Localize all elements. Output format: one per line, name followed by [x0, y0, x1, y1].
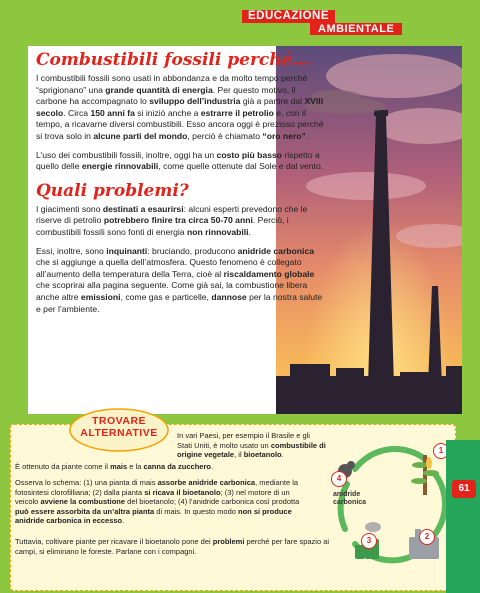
bold-text-run: energie rinnovabili — [81, 161, 159, 172]
bold-text-run: problemi — [212, 537, 245, 546]
cycle-step-1: 1 — [433, 443, 449, 459]
bold-text-run: non si produce anidride carbonica in eccesso — [15, 506, 292, 526]
page-edge-tab — [446, 440, 480, 593]
header-line-2: AMBIENTALE — [310, 23, 402, 35]
main-text-column — [36, 50, 326, 322]
fossil-fuels-paragraph-2: L’uso dei combustibili fossili, inoltre, oggi ha un costo più basso rispetto a quello delle energie rinnovabili, come quelle ottenute dal Sole e dal vento. — [36, 149, 324, 172]
bold-text-run: si ricava il bioetanolo — [144, 487, 221, 497]
bold-text-run: può essere assorbita da un’altra pianta — [15, 506, 155, 516]
cycle-step-3: 3 — [361, 533, 377, 549]
alternatives-schema-text: Osserva lo schema: (1) una pianta di mais assorbe anidride carbonica, mediante la fotosintesi clorofilliana; (2) dalla pianta si ricava il bioetanolo; (3) nel motore di un veicolo avviene la combustione del bioetanolo; (4) l’anidride carbonica così prodotta può essere assorbita da un’altra pianta di mais. In questo modo non si produce anidride carbonica in eccesso. — [15, 478, 300, 526]
alternatives-final-text: Tuttavia, coltivare piante per ricavare il bioetanolo pone dei problemi perché per fare spazio ai campi, si eliminano le foreste. Parlane con i compagni. — [15, 537, 330, 556]
alternatives-source-line: È ottenuto da piante come il mais e la canna da zucchero. — [15, 462, 214, 471]
alternatives-title-line-1: TROVARE — [91, 415, 147, 427]
carbon-dioxide-label: anidride carbonica — [333, 491, 367, 506]
bioethanol-cycle-diagram — [325, 429, 455, 579]
bold-text-run: “oro nero” — [262, 130, 306, 141]
bold-text-run: estrarre il petrolio — [200, 107, 274, 118]
bold-text-run: bioetanolo — [243, 450, 282, 460]
bold-text-run: potrebbero finire tra circa 50-70 anni — [103, 215, 253, 226]
section-title-problems: Quali problemi? — [36, 180, 189, 201]
section-header-tag — [240, 8, 424, 36]
alternatives-box — [10, 415, 456, 591]
bold-text-run: alcune parti del mondo — [93, 130, 188, 141]
cycle-step-4: 4 — [331, 471, 347, 487]
bold-text-run: emissioni — [80, 291, 121, 302]
problems-paragraph-1: I giacimenti sono destinati a esaurirsi: alcuni esperti prevedono che le riserve di petrolio potrebbero finire tra circa 50-70 anni. Perciò, i combustibili fossili sono fonti di energia non rinnovabili. — [36, 203, 308, 237]
section-title-fossil-fuels: Combustibili fossili perché... — [36, 50, 311, 70]
bold-text-run: anidride carbonica — [237, 245, 315, 256]
alternatives-section — [0, 414, 480, 593]
bold-text-run: non rinnovabili — [186, 226, 249, 237]
cycle-step-2: 2 — [419, 529, 435, 545]
alternatives-intro: In vari Paesi, per esempio il Brasile e gli Stati Uniti, è molto usato un combustibile di origine vegetale, il bioetanolo. — [177, 431, 326, 460]
alternatives-title-line-2: ALTERNATIVE — [80, 427, 158, 439]
bold-text-run: avviene la combustione — [40, 497, 126, 507]
alternatives-title — [69, 415, 169, 439]
problems-paragraph-2: Essi, inoltre, sono inquinanti: bruciando, producono anidride carbonica che si aggiunge a quella dell’atmosfera. Questo fenomeno è collegato all’aumento della temperatura della Terra, cioè al riscaldamento globale che scoprirai alla pagina seguente. Come già sai, la combustione libera anche altre emissioni, come gas e particelle, dannose per la nostra salute e per l’ambiente. — [36, 245, 323, 314]
bold-text-run: destinati a esaurirsi — [102, 203, 184, 214]
bold-text-run: sviluppo dell’industria — [149, 96, 241, 107]
bold-text-run: grande quantità di energia — [105, 84, 213, 95]
bold-text-run: XVIII secolo — [36, 96, 324, 118]
alternatives-badge — [69, 407, 169, 457]
fossil-fuels-paragraph-1: I combustibili fossili sono usati in abbondanza e da molto tempo perché “sprigionano” una grande quantità di energia. Per questo motivo, il carbone ha accompagnato lo sviluppo dell’industria già a partire dal XVIII secolo. Circa 150 anni fa si iniziò anche a estrarre il petrolio e, con il tempo, a ricavarne diversi combustibili. Esso ancora oggi è prezioso perché si trova solo in alcune parti del mondo, perciò è chiamato “oro nero”. — [36, 73, 324, 141]
bold-text-run: costo più basso — [216, 149, 282, 160]
bold-text-run: inquinanti — [106, 245, 148, 256]
bold-text-run: combustibile di origine vegetale — [177, 440, 326, 460]
bold-text-run: canna da zucchero — [143, 462, 211, 471]
bold-text-run: assorbe anidride carbonica — [157, 478, 256, 487]
bold-text-run: riscaldamento globale — [223, 268, 315, 279]
bold-text-run: mais — [110, 462, 128, 471]
bold-text-run: 150 anni fa — [90, 107, 135, 118]
main-content-panel — [28, 46, 462, 414]
bold-text-run: dannose — [211, 291, 247, 302]
header-line-1: EDUCAZIONE — [242, 10, 335, 23]
page-number: 61 — [452, 480, 476, 498]
